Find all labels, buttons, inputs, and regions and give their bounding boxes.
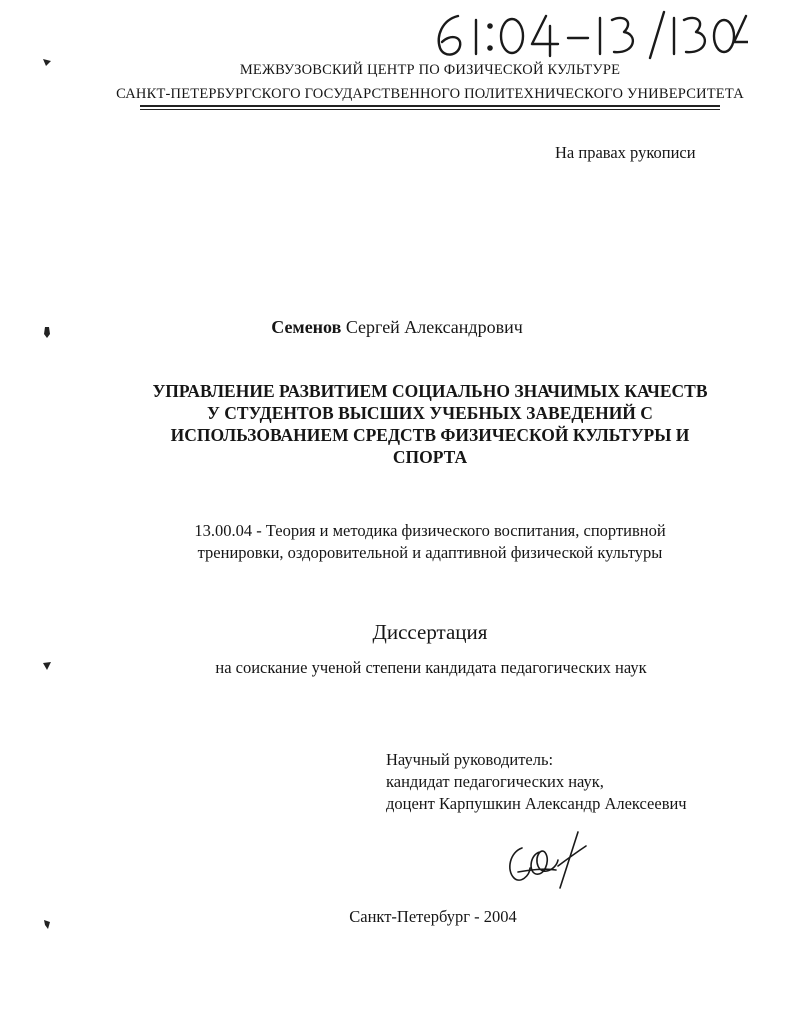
place-and-year: Санкт-Петербург - 2004: [349, 907, 517, 926]
title-line: ИСПОЛЬЗОВАНИЕМ СРЕДСТВ ФИЗИЧЕСКОЙ КУЛЬТУРЫ И: [170, 425, 690, 445]
header-divider-thin: [140, 109, 720, 110]
author-surname: Семенов: [271, 317, 342, 337]
scan-mark: [40, 55, 54, 69]
advisor-name: доцент Карпушкин Александр Алексеевич: [386, 794, 687, 813]
advisor-degree: кандидат педагогических наук,: [386, 772, 604, 791]
specialty-line: 13.00.04 - Теория и методика физического воспитания, спортивной: [194, 521, 666, 540]
dissertation-title: [120, 380, 740, 468]
title-line: У СТУДЕНТОВ ВЫСШИХ УЧЕБНЫХ ЗАВЕДЕНИЙ С: [207, 403, 653, 423]
author-name: [0, 317, 794, 338]
degree-statement: на соискание ученой степени кандидата педагогических наук: [215, 658, 647, 677]
document-type: Диссертация: [372, 620, 488, 644]
title-line: УПРАВЛЕНИЕ РАЗВИТИЕМ СОЦИАЛЬНО ЗНАЧИМЫХ КАЧЕСТВ: [152, 381, 708, 401]
scientific-advisor: [386, 749, 687, 815]
handwritten-archive-code: [428, 6, 748, 62]
manuscript-rights-note: На правах рукописи: [555, 143, 696, 162]
signature: [500, 826, 595, 896]
specialty-code: [160, 520, 700, 564]
institution-line-1: МЕЖВУЗОВСКИЙ ЦЕНТР ПО ФИЗИЧЕСКОЙ КУЛЬТУРЕ: [239, 62, 621, 78]
advisor-heading: Научный руководитель:: [386, 750, 554, 769]
author-given-names: Сергей Александрович: [345, 317, 523, 337]
specialty-line: тренировки, оздоровительной и адаптивной физической культуры: [197, 543, 663, 562]
header-divider: [140, 105, 720, 107]
institution-line-2: САНКТ-ПЕТЕРБУРГСКОГО ГОСУДАРСТВЕННОГО ПОЛИТЕХНИЧЕСКОГО УНИВЕРСИТЕТА: [116, 86, 744, 102]
title-line: СПОРТА: [392, 447, 468, 467]
